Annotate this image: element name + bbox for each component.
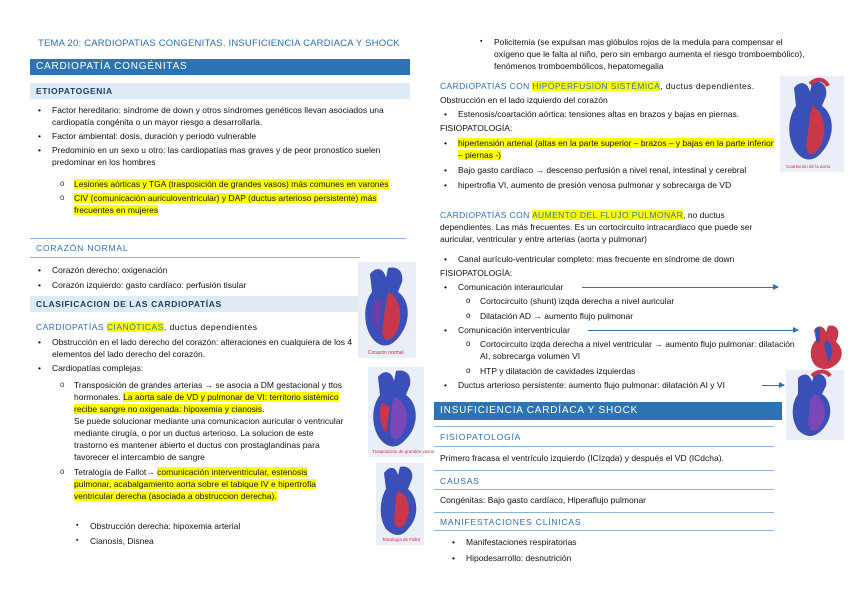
- subheader-clasificacion: CLASIFICACION DE LAS CARDIOPATÍAS: [30, 296, 362, 312]
- divider: [434, 489, 774, 490]
- heading-suffix: , ductus dependientes: [163, 322, 258, 332]
- list-item: [60, 192, 390, 216]
- subheader-causas: CAUSAS: [440, 476, 480, 486]
- etiopatogenia-sublist: [60, 178, 390, 216]
- corazon-normal-list: [38, 264, 348, 291]
- list-item: ▪ Policitemia (se expulsan mas glóbulos rojos de la medula para compensar el oxígeno que le falta al niño, pero sin embargo aumenta el riesgo tromboembólico), fenómenos tromboembólicos, hepatomegalia: [480, 36, 810, 72]
- image-caption: Tetralogía de Fallot: [382, 537, 421, 542]
- tga-heart-illustration: [368, 367, 435, 457]
- list-item: • Cardiopatías complejas:: [38, 362, 354, 374]
- list-item: o Cortocircuito (shunt) izqda derecha a nivel auricular: [466, 295, 786, 307]
- fallot-sublist: [76, 520, 336, 547]
- highlight-text: Lesiones aórticas y TGA (trasposición de grandes vasos) más comunes en varones: [74, 179, 389, 189]
- divider: [30, 257, 360, 258]
- hipoperfusion-line: Obstrucción en el lado izquierdo del corazón: [440, 95, 608, 105]
- highlight-text: comunicación interventricular, estenosis pulmonar, acabalgamiento aorta sobre el tabique IV e hipertrofia ventricular derecha (asociada a obstruccion derecha).: [74, 467, 316, 501]
- hipoperfusion-list: [444, 108, 784, 120]
- list-item: o HTP y dilatación de cavidades izquierdas: [466, 365, 796, 377]
- divider: [434, 446, 774, 447]
- arrow-connector: [762, 385, 784, 386]
- highlight-text: CIV (comunicación auriculoventricular) y DAP (ductus arterioso persistente) más frecuentes en mujeres: [74, 193, 377, 215]
- page-title: TEMA 20: CARDIOPATIAS CONGENITAS. INSUFICIENCIA CARDIACA Y SHOCK: [38, 38, 400, 49]
- list-item: • Ductus arterioso persistente: aumento flujo pulmonar: dilatación AI y VI: [444, 379, 784, 391]
- fisiopatologia-label: FISIOPATOLOGÍA:: [440, 123, 513, 133]
- civ-heart-illustration: [806, 322, 846, 370]
- list-item: • hipertrofia VI, aumento de presión venosa pulmonar y sobrecarga de VD: [444, 179, 780, 191]
- cianoticas-list: [38, 336, 354, 374]
- subheader-etiopatogenia: ETIOPATOGENIA: [30, 83, 410, 99]
- list-item: • Comunicación interventricular: [444, 324, 784, 336]
- ductus-heart-illustration: [786, 370, 844, 440]
- list-item: ▪ Obstrucción derecha: hipoxemia arterial: [76, 520, 336, 532]
- image-caption: Trasposición de grandes vasos: [372, 449, 435, 454]
- etiopatogenia-list: [38, 104, 392, 168]
- list-item: [60, 466, 344, 502]
- fisiopatologia-label-2: FISIOPATOLOGÍA:: [440, 268, 513, 278]
- heading-prefix: CARDIOPATÍAS CON: [440, 210, 532, 220]
- fallot-text: Tetralogía de Fallot→: [74, 467, 158, 477]
- coartacion-heart-illustration: [780, 76, 844, 172]
- list-item: • Manifestaciones respiratorias: [452, 536, 772, 548]
- list-item: • Factor ambiental: dosis, duración y periodo vulnerable: [38, 130, 392, 142]
- manifestaciones-list: [452, 536, 772, 564]
- highlight-text: CIANÓTICAS: [106, 322, 164, 332]
- divider: [434, 530, 774, 531]
- list-item: • Hipodesarrollo: desnutrición: [452, 552, 772, 564]
- arrow-connector: [582, 287, 778, 288]
- flujo-pulmonar-list: [444, 253, 784, 265]
- image-caption: Coartación de la aorta: [786, 164, 831, 169]
- list-item: o Cortocircuito izqda derecha a nivel ventricular → aumento flujo pulmonar: dilatación AI, sobrecarga volumen VI: [466, 338, 796, 362]
- section-header-insuficiencia: INSUFICIENCIA CARDÍACA Y SHOCK: [434, 402, 782, 420]
- list-item: o Dilatación AD → aumento flujo pulmonar: [466, 310, 786, 322]
- cianoticas-heading: [36, 321, 356, 333]
- list-item: [444, 137, 780, 161]
- heading-prefix: CARDIOPATÍAS: [36, 322, 107, 332]
- tga-more-text: Se puede solucionar mediante una comunicacion auricular o ventricular mediante cirugía, o por un ductus arterioso. La solucion de este trastorno es mantener abierto el ductus con prostaglandinas para favorecer el intercambio de sangre: [74, 416, 344, 462]
- fisiopatologia-list: [444, 137, 780, 191]
- list-item: • Predominio en un sexo u otro: las cardiopatías mas graves y de peor pronostico suelen predominar en los hombres: [38, 144, 392, 168]
- list-item: • Factor hereditario: síndrome de down y otros síndromes genéticos llevan asociados una cardiopatía congénita o un mayor riesgo a desarrollarla.: [38, 104, 392, 128]
- divider: [434, 512, 774, 513]
- highlight-text: hipertensión arterial (altas en la parte superior – brazos – y bajas en la parte inferior – piernas -): [458, 138, 774, 160]
- list-item: • Bajo gasto cardíaco → descenso perfusión a nivel renal, intestinal y cerebral: [444, 164, 780, 176]
- flujo-pulmonar-heading: [440, 209, 780, 245]
- tga-period: .: [262, 404, 265, 414]
- divider: [434, 426, 774, 427]
- cia-sublist: [466, 295, 786, 322]
- heading-suffix: , no ductus dependientes. Las más frecuentes. Es un cortocircuito intracardiaco que puede ser auricular, ventricular y entre arterias (aorta y pulmonar): [440, 210, 753, 244]
- list-item: • Corazón derecho: oxigenación: [38, 264, 348, 276]
- ductus-list: [444, 379, 784, 391]
- subheader-manifestaciones: MANIFESTACIONES CLÍNICAS: [440, 517, 582, 527]
- list-item: • Canal aurículo-ventricular completo: mas frecuente en síndrome de down: [444, 253, 784, 265]
- image-caption: Corazón normal: [368, 350, 404, 356]
- arrow-connector: [588, 330, 798, 331]
- fallot-heart-illustration: [376, 463, 424, 545]
- heading-suffix: , ductus dependientes.: [660, 81, 755, 91]
- section-header-cardiopatia: CARDIOPATÍA CONGÉNITAS: [30, 59, 410, 75]
- list-item: • Comunicación interauricular: [444, 281, 784, 293]
- causas-text: Congénitas: Bajo gasto cardíaco, Hiperaflujo pulmonar: [440, 495, 647, 505]
- divider: [30, 238, 406, 239]
- subheader-fisiopatologia: FISIOPATOLOGÍA: [440, 432, 522, 442]
- list-item: • Obstrucción en el lado derecho del corazón: alteraciones en cualquiera de los 4 elementos del lado derecho del corazón.: [38, 336, 354, 360]
- subheader-corazon-normal: CORAZÓN NORMAL: [36, 243, 129, 253]
- highlight-text: La aorta sale de VD y pulmonar de VI: territorio sistémico recibe sangre no oxigenada: hipoxemia y cianosis: [74, 392, 339, 414]
- heading-prefix: CARDIOPATÍAS CON: [440, 81, 533, 91]
- complejas-sublist: [60, 379, 344, 502]
- policitemia-list: [480, 36, 810, 72]
- normal-heart-illustration: [358, 262, 416, 358]
- list-item: • Estenosis/coartación aórtica: tensiones altas en brazos y bajas en piernas.: [444, 108, 784, 120]
- hipoperfusion-heading: [440, 80, 780, 92]
- list-item: [60, 178, 390, 190]
- divider: [434, 470, 774, 471]
- tga-text: Transposición de grandes arterias → se asocia a DM gestacional y ttos hormonales.: [74, 380, 343, 402]
- list-item: [60, 379, 344, 463]
- civ-sublist: [466, 338, 796, 377]
- highlight-text: HIPOPERFUSIÓN SISTÉMICA: [532, 81, 661, 91]
- list-item: • Corazón izquierdo: gasto cardíaco: perfusión tisular: [38, 279, 348, 291]
- highlight-text: AUMENTO DEL FLUJO PULMONAR: [531, 210, 684, 220]
- list-item: ▪ Cianosis, Disnea: [76, 535, 336, 547]
- fisiopatologia-text: Primero fracasa el ventrículo izquierdo (ICIzqda) y después el VD (ICdcha).: [440, 453, 724, 463]
